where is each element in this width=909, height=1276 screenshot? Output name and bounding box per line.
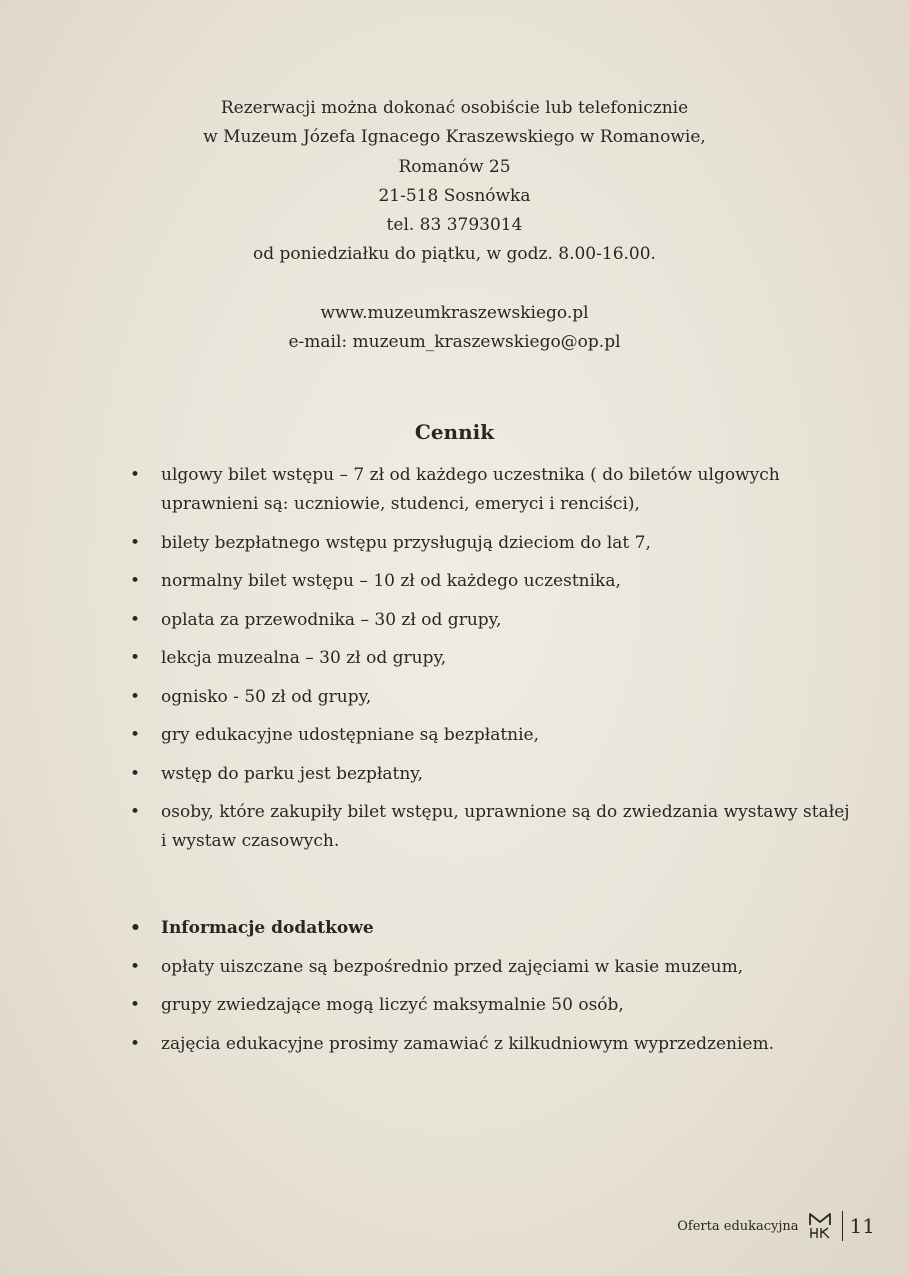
list-item: • wstęp do parku jest bezpłatny, bbox=[130, 760, 850, 789]
contact-phone: tel. 83 3793014 bbox=[386, 215, 523, 236]
contact-info bbox=[0, 94, 909, 357]
page-footer bbox=[677, 1209, 875, 1243]
list-item: • lekcja muzealna – 30 zł od grupy, bbox=[130, 644, 850, 673]
museum-monogram-logo-icon bbox=[807, 1211, 833, 1241]
pricing-list bbox=[130, 461, 850, 866]
list-item: • zajęcia edukacyjne prosimy zamawiać z kilkudniowym wyprzedzeniem. bbox=[130, 1030, 850, 1059]
spacer bbox=[0, 270, 909, 299]
contact-line: w Muzeum Józefa Ignacego Kraszewskiego w Romanowie, bbox=[203, 127, 706, 148]
footer-label: Oferta edukacyjna bbox=[677, 1218, 799, 1234]
contact-hours: od poniedziałku do piątku, w godz. 8.00-16.00. bbox=[253, 244, 656, 265]
list-item: • ognisko - 50 zł od grupy, bbox=[130, 683, 850, 712]
list-item: • ulgowy bilet wstępu – 7 zł od każdego uczestnika ( do biletów ulgowych uprawnieni są: uczniowie, studenci, emeryci i renciści), bbox=[130, 461, 850, 519]
list-item: • opłaty uiszczane są bezpośrednio przed zajęciami w kasie muzeum, bbox=[130, 953, 850, 982]
page-number: 11 bbox=[849, 1214, 875, 1238]
list-item: • osoby, które zakupiły bilet wstępu, uprawnione są do zwiedzania wystawy stałej i wystaw czasowych. bbox=[130, 798, 850, 856]
footer-divider bbox=[842, 1211, 843, 1241]
contact-line: Rezerwacji można dokonać osobiście lub telefonicznie bbox=[220, 98, 689, 118]
list-item: • oplata za przewodnika – 30 zł od grupy, bbox=[130, 606, 850, 635]
website-link[interactable]: www.muzeumkraszewskiego.pl bbox=[320, 302, 589, 323]
contact-address-street: Romanów 25 bbox=[398, 156, 511, 177]
list-item: • bilety bezpłatnego wstępu przysługują dzieciom do lat 7, bbox=[130, 529, 850, 558]
pricing-title: Cennik bbox=[414, 420, 495, 444]
list-item: • normalny bilet wstępu – 10 zł od każdego uczestnika, bbox=[130, 567, 850, 596]
email-link[interactable]: e-mail: muzeum_kraszewskiego@op.pl bbox=[288, 332, 621, 353]
additional-info-list bbox=[130, 914, 850, 1068]
additional-info-heading: • Informacje dodatkowe bbox=[130, 914, 850, 943]
list-item: • gry edukacyjne udostępniane są bezpłatnie, bbox=[130, 721, 850, 750]
list-item: • grupy zwiedzające mogą liczyć maksymalnie 50 osób, bbox=[130, 991, 850, 1020]
contact-address-postal: 21-518 Sosnówka bbox=[378, 185, 531, 206]
